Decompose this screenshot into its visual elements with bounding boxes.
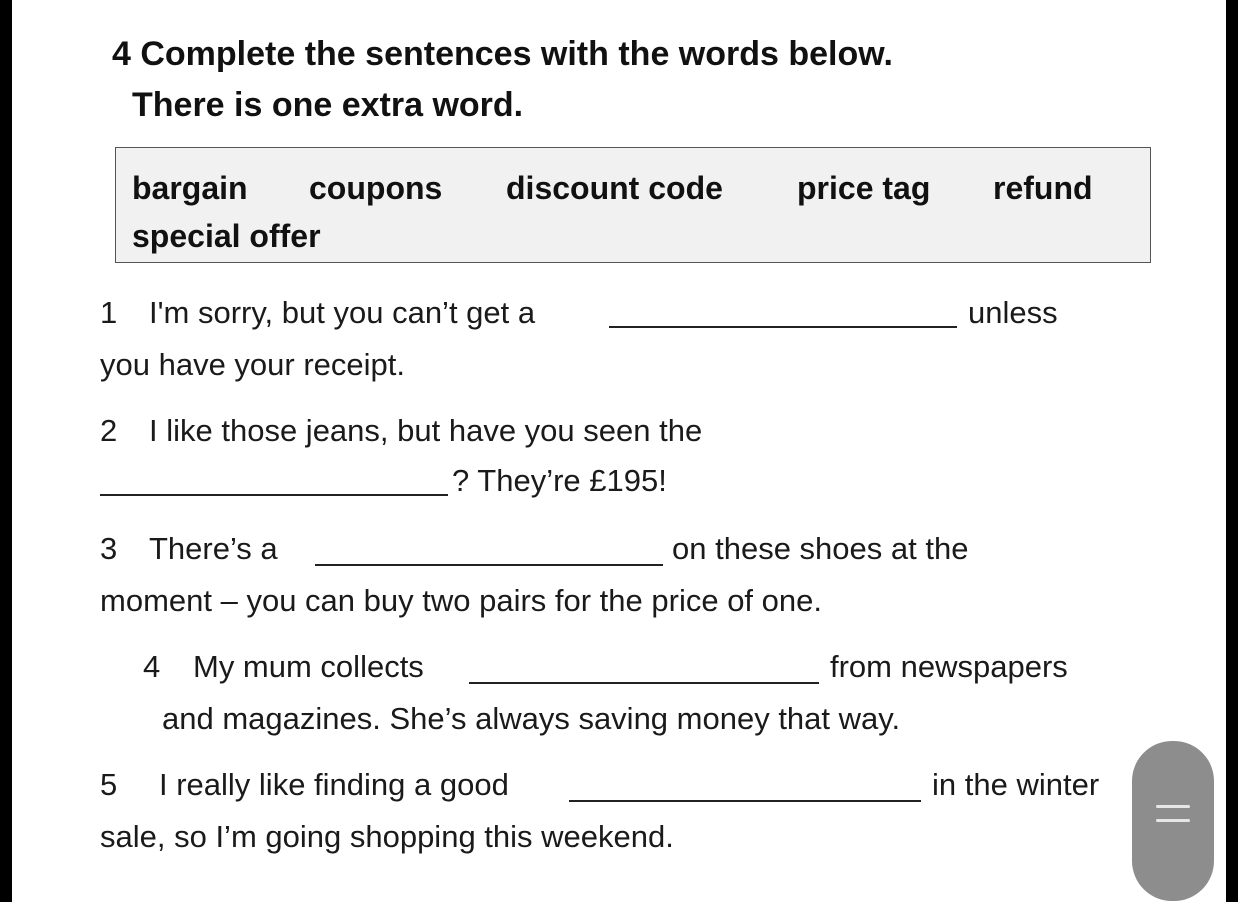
sentence-text-continued: moment – you can buy two pairs for the price of one.: [100, 583, 822, 618]
worksheet-page: [12, 0, 1226, 902]
sentence-text-before: I like those jeans, but have you seen the: [149, 413, 703, 448]
sentence-text-continued: and magazines. She’s always saving money that way.: [162, 701, 901, 736]
exercise-instruction: There is one extra word.: [132, 86, 524, 124]
sentence-number: 4: [143, 649, 161, 684]
word-refund: refund: [993, 170, 1093, 206]
sentence-text-after: ? They’re £195!: [452, 463, 667, 498]
word-special-offer: special offer: [132, 218, 321, 254]
sentence-text-after: from newspapers: [830, 649, 1068, 684]
word-bargain: bargain: [132, 170, 248, 206]
word-coupons: coupons: [309, 170, 443, 206]
sentence-text-continued: sale, so I’m going shopping this weekend.: [100, 819, 674, 854]
word-discount-code: discount code: [506, 170, 723, 206]
sentence-text-before: I really like finding a good: [159, 767, 509, 802]
sentence-number: 3: [100, 531, 118, 566]
sentence-text-after: in the winter: [932, 767, 1100, 802]
grip-line-icon: [1156, 819, 1190, 822]
answer-blank[interactable]: [100, 494, 448, 496]
grip-line-icon: [1156, 805, 1190, 808]
sentence-text-after: on these shoes at the: [672, 531, 969, 566]
scroll-handle[interactable]: [1132, 741, 1214, 901]
exercise-title: 4 Complete the sentences with the words below.: [112, 35, 893, 73]
answer-blank[interactable]: [315, 564, 663, 566]
answer-blank[interactable]: [469, 682, 819, 684]
word-price-tag: price tag: [797, 170, 931, 206]
sentence-text-before: There’s a: [149, 531, 278, 566]
sentence-number: 1: [100, 295, 118, 330]
sentence-text-continued: you have your receipt.: [100, 347, 406, 382]
answer-blank[interactable]: [609, 326, 957, 328]
word-bank-box: [115, 147, 1151, 263]
sentence-text-after: unless: [968, 295, 1058, 330]
sentence-text-before: I'm sorry, but you can’t get a: [149, 295, 536, 330]
sentence-number: 2: [100, 413, 118, 448]
answer-blank[interactable]: [569, 800, 921, 802]
sentence-text-before: My mum collects: [193, 649, 424, 684]
sentence-number: 5: [100, 767, 118, 802]
